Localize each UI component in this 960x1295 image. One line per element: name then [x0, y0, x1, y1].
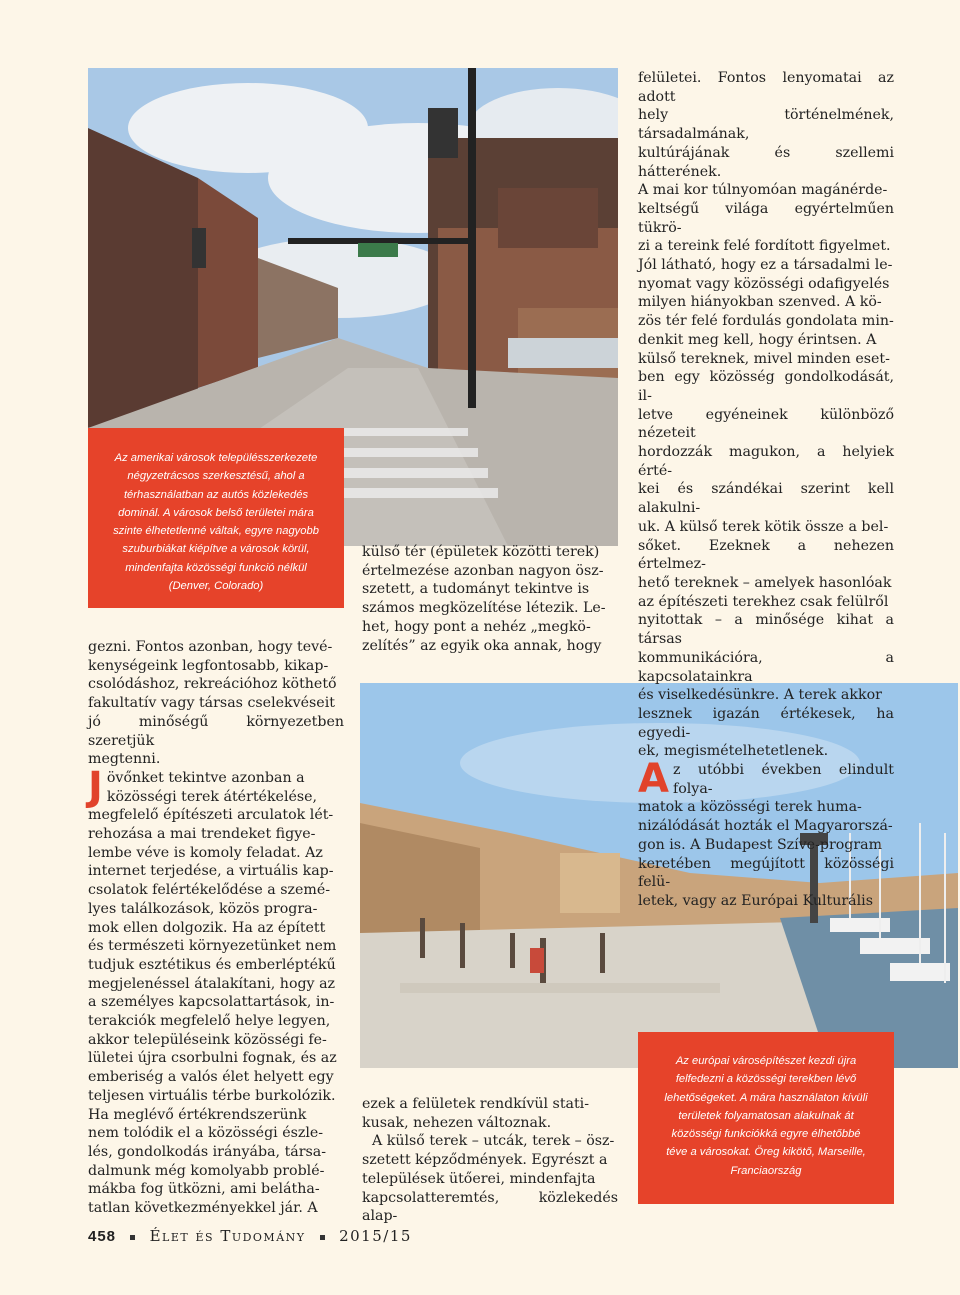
caption-denver-line: (Denver, Colorado): [168, 580, 264, 593]
text-line: Jól látható, hogy ez a társadalmi le-: [638, 257, 893, 274]
caption-marseille-line: felfedezni a közösségi terekben lévő: [675, 1073, 857, 1086]
caption-marseille-line: téve a városokat. Öreg kikötő, Marseille,: [666, 1146, 866, 1159]
text-line: zös tér felé fordulás gondolata min-: [638, 313, 894, 330]
caption-denver-line: Az amerikai városok településszerkezete: [114, 452, 318, 464]
text-line: gezni. Fontos azonban, hogy tevé-: [88, 639, 333, 655]
text-line: het, hogy pont a nehéz „megkö-: [362, 618, 591, 635]
caption-marseille-line: Franciaország: [730, 1164, 802, 1177]
text-line: teljesen virtuális térbe burkolózik.: [88, 1087, 336, 1104]
magazine-title: Élet és Tudomány: [149, 1227, 306, 1245]
text-line: övőnket tekintve azonban a: [106, 769, 305, 786]
text-line: települések ütőerei, mindenfajta: [362, 1170, 596, 1187]
text-line: kenységeink legfontosabb, kikap-: [88, 657, 329, 674]
text-line: külső tér (épületek közötti terek): [362, 544, 600, 560]
text-line: csolatok felértékelődése a szemé-: [88, 882, 331, 899]
text-line: és természeti környezetünket nem: [88, 938, 337, 955]
drop-cap: A: [638, 756, 669, 803]
text-line: az építészeti terekhez csak felülről: [638, 593, 889, 610]
text-line: zelítés” az egyik oka annak, hogy: [362, 637, 602, 654]
text-line: A külső terek – utcák, terek – ösz-: [372, 1133, 615, 1150]
caption-marseille: [638, 1032, 894, 1204]
caption-marseille-line: Az európai városépítészet kezdi újra: [675, 1055, 857, 1067]
text-line: ezek a felületek rendkívül stati-: [362, 1096, 590, 1112]
text-line: hely történelmének, társadalmának,: [638, 107, 894, 143]
text-line: nizálódását hozták el Magyarorszá-: [638, 818, 893, 835]
text-line: Ha meglévő értékrendszerünk: [88, 1106, 307, 1123]
text-line: keretében megújított közösségi felü-: [638, 855, 894, 891]
text-line: milyen hiányokban szenved. A kö-: [638, 294, 882, 311]
text-line: a személyes kapcsolattartások, in-: [88, 994, 335, 1011]
column-3: [638, 69, 894, 911]
text-line: közösségi terek átértékelése,: [106, 788, 318, 805]
text-line: letek, vagy az Európai Kulturális: [638, 892, 873, 909]
column-2-top: [362, 543, 618, 655]
text-line: sőket. Ezeknek a nehezen értelmez-: [638, 537, 894, 573]
text-line: A mai kor túlnyomóan magánérde-: [638, 182, 888, 199]
text-line: dalmunk még komolyabb problé-: [88, 1162, 325, 1179]
text-line: lyes találkozások, közös progra-: [88, 900, 318, 917]
caption-denver-line: dominál. A városok belső területei mára: [118, 506, 314, 519]
text-line: denkit meg kell, hogy érintsen. A: [638, 331, 877, 348]
text-line: és viselkedésünkre. A terek akkor: [638, 687, 882, 704]
page-number: 458: [88, 1228, 117, 1245]
text-line: akkor településeink közösségi fe-: [88, 1031, 327, 1048]
separator-square-icon: [320, 1235, 325, 1240]
col1-paragraph-2: [88, 763, 344, 1218]
text-line: lületei újra csorbulni fognak, és az: [88, 1050, 337, 1067]
text-line: kei és szándékai szerint kell alakulni-: [638, 481, 894, 517]
text-line: felületei. Fontos lenyomatai az adott: [638, 70, 894, 105]
text-line: értelmezése azonban nagyon ösz-: [362, 562, 604, 579]
col3-paragraph-2: [638, 756, 894, 911]
caption-denver-line: mindenfajta közösségi funkció nélkül: [125, 561, 307, 574]
text-line: z utóbbi években elindult folya-: [672, 762, 894, 797]
text-line: jó minőségű környezetben szeretjük: [88, 713, 344, 749]
issue-number: 2015/15: [339, 1227, 412, 1245]
text-line: kultúrájának és szellemi hátterének.: [638, 144, 894, 180]
text-line: szetett, a tudományt tekintve is: [362, 581, 590, 598]
text-line: tatlan következményekkel jár. A: [88, 1200, 318, 1217]
caption-marseille-line: lehetőségeket. A mára használaton kívüli: [664, 1091, 868, 1104]
text-line: megtenni.: [88, 751, 161, 768]
text-line: külső tereknek, mivel minden eset-: [638, 350, 890, 367]
column-1: [88, 638, 344, 1218]
text-line: lés, gondolkodás irányába, társa-: [88, 1143, 327, 1160]
caption-marseille-line: közösségi funkciókká egyre élhetőbbé: [671, 1128, 861, 1141]
text-line: nem tolódik el a közösségi észle-: [88, 1125, 324, 1142]
caption-denver: [88, 428, 344, 608]
text-line: kusak, nehezen változnak.: [362, 1114, 552, 1131]
text-line: mákba fog ütközni, ami belátha-: [88, 1181, 320, 1198]
text-line: kapcsolatteremtés, közlekedés alap-: [362, 1189, 618, 1225]
text-line: szetett képződmények. Egyrészt a: [362, 1152, 608, 1169]
text-line: megfelelő építészeti arculatok lét-: [88, 807, 334, 824]
text-line: emberiség a valós élet helyett egy: [88, 1069, 334, 1086]
text-line: gon is. A Budapest Szíve-program: [638, 836, 883, 853]
caption-denver-line: négyzetrácsos szerkesztésű, ahol a: [127, 470, 305, 483]
text-line: csolódáshoz, rekreációhoz köthető: [88, 676, 337, 693]
text-line: uk. A külső terek kötik össze a bel-: [638, 518, 889, 535]
text-line: nyomat vagy közösségi odafigyelés: [638, 275, 890, 292]
text-line: internet terjedése, a virtuális kap-: [88, 863, 334, 880]
text-line: kommunikációra, a kapcsolatainkra: [638, 649, 894, 685]
text-line: hető tereknek – amelyek hasonlóak: [638, 574, 892, 591]
text-line: rehozása a mai trendeket figye-: [88, 826, 316, 843]
caption-denver-line: térhasználatban az autós közlekedés: [123, 488, 309, 501]
text-line: megjelenéssel átalakítani, hogy az: [88, 975, 336, 992]
text-line: lesznek igazán értékesek, ha egyedi-: [638, 705, 894, 741]
text-line: terakciók megfelelő helye legyen,: [88, 1013, 331, 1030]
text-line: számos megközelítése létezik. Le-: [362, 600, 606, 617]
caption-denver-line: szuburbiákat kiépítve a városok körül,: [122, 543, 310, 556]
text-line: mok ellen dolgozik. Ha az épített: [88, 919, 326, 936]
page-footer: [88, 1227, 412, 1245]
separator-square-icon: [130, 1235, 135, 1240]
drop-cap: J: [88, 763, 103, 810]
text-line: fakultatív vagy társas cselekvéseit: [88, 695, 335, 712]
text-line: zi a tereink felé fordított figyelmet.: [638, 238, 891, 255]
caption-marseille-line: területek folyamatosan alakulnak át: [678, 1109, 854, 1122]
text-line: keltségű világa egyértelműen tükrö-: [638, 200, 894, 236]
caption-denver-line: szinte élhetetlenné váltak, egyre nagyobb: [113, 525, 319, 538]
text-line: matok a közösségi terek huma-: [638, 799, 862, 816]
col1-paragraph-1: [88, 638, 344, 769]
text-line: hordozzák magukon, a helyiek érté-: [638, 444, 894, 479]
col3-paragraph-1: [638, 69, 894, 761]
column-2-bottom: [362, 1095, 618, 1226]
text-line: tudjuk esztétikus és emberléptékű: [88, 956, 336, 973]
text-line: lembe véve is komoly feladat. Az: [88, 844, 323, 861]
text-line: nyitottak – a minősége kihat a társas: [638, 612, 894, 648]
text-line: letve egyéneinek különböző nézeteit: [638, 406, 894, 442]
text-line: ben egy közösség gondolkodását, il-: [638, 369, 894, 404]
text-line: ek, megismételhetetlenek.: [638, 743, 829, 760]
